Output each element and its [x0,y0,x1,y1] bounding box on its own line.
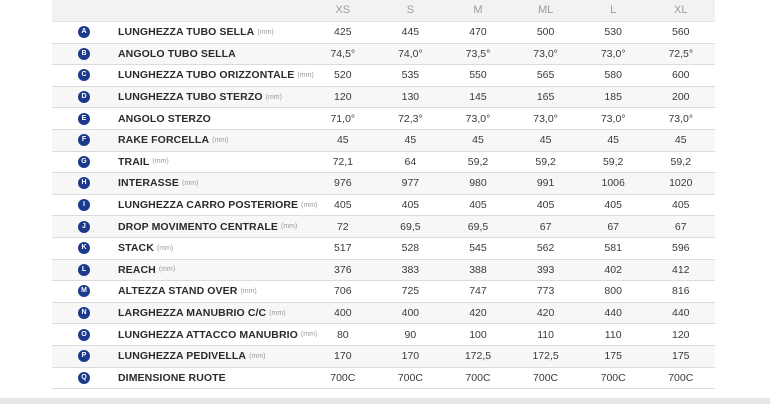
value-cell-xl: 73,0° [668,112,694,125]
value-cell-ml: 562 [536,242,555,255]
dimension-letter-badge: L [78,264,90,276]
value-cell-m: 172,5 [464,350,492,363]
value-cell-s: 535 [401,69,420,82]
value-cell-xl: 816 [672,285,690,298]
row-label [52,48,309,60]
table-row [52,346,715,368]
value-cell-xl: 175 [672,350,690,363]
value-cell-xs: 700C [330,371,356,384]
dimension-unit: (mm) [249,352,266,360]
value-cell-s: 528 [401,242,420,255]
dimension-letter-badge: F [78,134,90,146]
value-cell-s: 170 [401,350,420,363]
value-cell-ml: 73,0° [533,112,558,125]
value-cell-s: 725 [401,285,420,298]
dimension-letter-badge: M [78,285,90,297]
value-cell-s: 400 [401,307,420,320]
value-cell-xl: 600 [672,69,690,82]
value-cell-xl: 72,5° [668,47,694,60]
dimension-unit: (mm) [269,309,286,317]
value-cell-m: 100 [469,328,487,341]
value-cell-s: 45 [404,134,417,147]
value-cell-xs: 517 [334,242,352,255]
dimension-unit: (mm) [265,93,282,101]
dimension-unit: (mm) [240,287,257,295]
value-cell-xs: 45 [336,134,349,147]
dimension-letter-badge: K [78,242,90,254]
value-cell-m: 69,5 [467,220,489,233]
value-cell-m: 545 [469,242,487,255]
value-cell-xs: 376 [334,263,352,276]
dimension-letter-badge: Q [78,372,90,384]
dimension-name: ANGOLO TUBO SELLA [118,47,236,60]
value-cell-xl: 405 [672,199,690,212]
header-label-spacer [52,0,309,21]
dimension-name: STACK [118,242,154,255]
table-row [52,173,715,195]
value-cell-s: 445 [401,26,420,39]
table-body [52,22,715,389]
value-cell-l: 59,2 [602,155,624,168]
dimension-name: REACH [118,263,156,276]
value-cell-s: 72,3° [398,112,423,125]
value-cell-ml: 67 [539,220,552,233]
value-cell-ml: 110 [537,328,554,341]
value-cell-l: 175 [604,350,622,363]
value-cell-m: 550 [469,69,487,82]
value-cell-xl: 440 [672,307,690,320]
value-cell-s: 64 [404,155,417,168]
value-cell-s: 90 [404,328,417,341]
dimension-unit: (mm) [300,331,318,339]
table-row [52,65,715,87]
dimension-name: LUNGHEZZA ATTACCO MANUBRIO [118,328,298,341]
dimension-name: DROP MOVIMENTO CENTRALE [118,220,279,233]
value-cell-xs: 72 [336,220,349,233]
table-row [52,368,715,390]
dimension-letter-badge: N [78,307,90,319]
row-label [52,372,309,384]
value-cell-xs: 71,0° [330,112,356,125]
row-label [52,156,309,168]
dimension-letter-badge: A [78,26,90,38]
table-row [52,108,715,130]
value-cell-ml: 45 [539,134,552,147]
value-cell-xl: 596 [672,242,690,255]
table-row [52,281,715,303]
table-row [52,260,715,282]
value-cell-s: 405 [401,199,420,212]
value-cell-xl: 700C [668,371,694,384]
table-row [52,216,715,238]
value-cell-l: 700C [600,371,626,384]
value-cell-xs: 976 [334,177,352,190]
row-label [52,285,309,297]
dimension-letter-badge: E [78,113,90,125]
dimension-letter-badge: O [78,329,90,341]
dimension-letter-badge: D [78,91,90,103]
size-header-m: M [473,4,483,16]
value-cell-l: 73,0° [600,112,626,125]
value-cell-ml: 773 [536,285,555,298]
value-cell-ml: 393 [536,263,555,276]
value-cell-m: 980 [469,177,487,190]
dimension-letter-badge: I [78,199,90,211]
dimension-name: LUNGHEZZA TUBO SELLA [118,26,255,39]
value-cell-ml: 500 [536,26,555,39]
table-row [52,238,715,260]
value-cell-m: 145 [469,91,487,104]
dimension-letter-badge: C [78,69,90,81]
value-cell-s: 69,5 [400,220,421,233]
value-cell-ml: 73,0° [533,47,558,60]
geometry-table [52,0,715,389]
value-cell-l: 45 [607,134,620,147]
value-cell-xs: 405 [334,199,352,212]
value-cell-xs: 72,1 [332,155,354,168]
value-cell-l: 580 [604,69,622,82]
value-cell-xs: 120 [334,91,352,104]
value-cell-l: 402 [604,263,622,276]
size-header-xs: XS [335,4,351,16]
value-cell-xl: 1020 [669,177,693,190]
dimension-unit: (mm) [281,223,298,231]
dimension-letter-badge: G [78,156,90,168]
size-header-ml: ML [537,4,554,16]
row-label [52,26,309,38]
dimension-unit: (mm) [301,201,318,209]
row-label [52,199,318,212]
value-cell-l: 800 [604,285,622,298]
value-cell-xs: 400 [334,307,352,320]
value-cell-xl: 59,2 [670,155,691,168]
value-cell-s: 977 [401,177,420,190]
value-cell-xl: 412 [672,263,690,276]
value-cell-ml: 700C [533,371,559,384]
row-label [52,113,309,125]
dimension-letter-badge: J [78,221,90,233]
table-row [52,195,715,217]
row-label [52,242,309,254]
dimension-letter-badge: B [78,48,90,60]
value-cell-m: 420 [469,307,487,320]
table-row [52,87,715,109]
value-cell-m: 59,2 [467,155,489,168]
dimension-name: INTERASSE [118,177,179,190]
dimension-name: ALTEZZA STAND OVER [118,285,238,298]
row-label [52,328,318,341]
value-cell-xs: 425 [334,26,352,39]
dimension-unit: (mm) [212,136,229,144]
value-cell-m: 700C [465,371,491,384]
value-cell-ml: 565 [536,69,555,82]
value-cell-s: 383 [401,263,420,276]
dimension-unit: (mm) [156,244,174,252]
value-cell-l: 67 [607,220,620,233]
table-header [52,0,715,22]
table-row [52,303,715,325]
value-cell-xs: 74,5° [330,47,356,60]
row-label [52,134,309,146]
value-cell-xl: 67 [674,220,687,233]
row-label [52,177,309,189]
dimension-letter-badge: P [78,350,90,362]
dimension-name: LUNGHEZZA TUBO ORIZZONTALE [118,69,295,82]
dimension-name: LUNGHEZZA PEDIVELLA [118,350,247,363]
page-bottom-bar [0,398,770,404]
dimension-unit: (mm) [158,266,176,274]
value-cell-l: 110 [604,328,622,341]
value-cell-ml: 165 [536,91,555,104]
table-row [52,324,715,346]
table-row [52,22,715,44]
table-row [52,130,715,152]
value-cell-l: 530 [604,26,622,39]
value-cell-ml: 405 [536,199,555,212]
table-row [52,152,715,174]
dimension-name: LUNGHEZZA TUBO STERZO [118,91,263,104]
row-label [52,264,309,276]
value-cell-xl: 120 [672,328,690,341]
value-cell-m: 470 [469,26,487,39]
value-cell-m: 73,0° [465,112,491,125]
value-cell-m: 73,5° [465,47,491,60]
value-cell-ml: 991 [536,177,555,190]
value-cell-xl: 200 [672,91,690,104]
size-header-l: L [610,4,617,16]
value-cell-xs: 170 [334,350,352,363]
dimension-name: ANGOLO STERZO [118,112,211,125]
value-cell-l: 1006 [601,177,625,190]
row-label [52,69,314,82]
value-cell-xl: 560 [672,26,690,39]
size-header-xl: XL [674,4,688,16]
value-cell-xs: 706 [334,285,352,298]
dimension-name: DIMENSIONE RUOTE [118,371,226,384]
value-cell-m: 45 [472,134,484,147]
dimension-letter-badge: H [78,177,90,189]
dimension-unit: (mm) [297,71,314,79]
dimension-name: LUNGHEZZA CARRO POSTERIORE [118,199,299,212]
value-cell-l: 581 [604,242,622,255]
value-cell-xs: 80 [336,328,349,341]
value-cell-s: 700C [397,371,423,384]
value-cell-ml: 59,2 [535,155,556,168]
value-cell-m: 388 [469,263,487,276]
dimension-name: RAKE FORCELLA [118,134,210,147]
value-cell-l: 440 [604,307,622,320]
value-cell-ml: 420 [536,307,555,320]
row-label [52,221,309,233]
value-cell-ml: 172,5 [532,350,559,363]
value-cell-s: 74,0° [398,47,423,60]
row-label [52,350,309,362]
dimension-unit: (mm) [152,158,169,166]
value-cell-s: 130 [401,91,420,104]
value-cell-l: 73,0° [600,47,626,60]
row-label [52,307,309,319]
size-header-s: S [406,4,415,16]
value-cell-l: 185 [604,91,622,104]
table-row [52,44,715,66]
dimension-name: TRAIL [118,155,150,168]
dimension-unit: (mm) [182,179,199,187]
dimension-unit: (mm) [257,28,274,36]
value-cell-l: 405 [604,199,622,212]
row-label [52,91,309,103]
value-cell-m: 405 [469,199,487,212]
value-cell-xs: 520 [334,69,352,82]
value-cell-m: 747 [469,285,487,298]
value-cell-xl: 45 [674,134,687,147]
dimension-name: LARGHEZZA MANUBRIO C/C [118,307,267,320]
